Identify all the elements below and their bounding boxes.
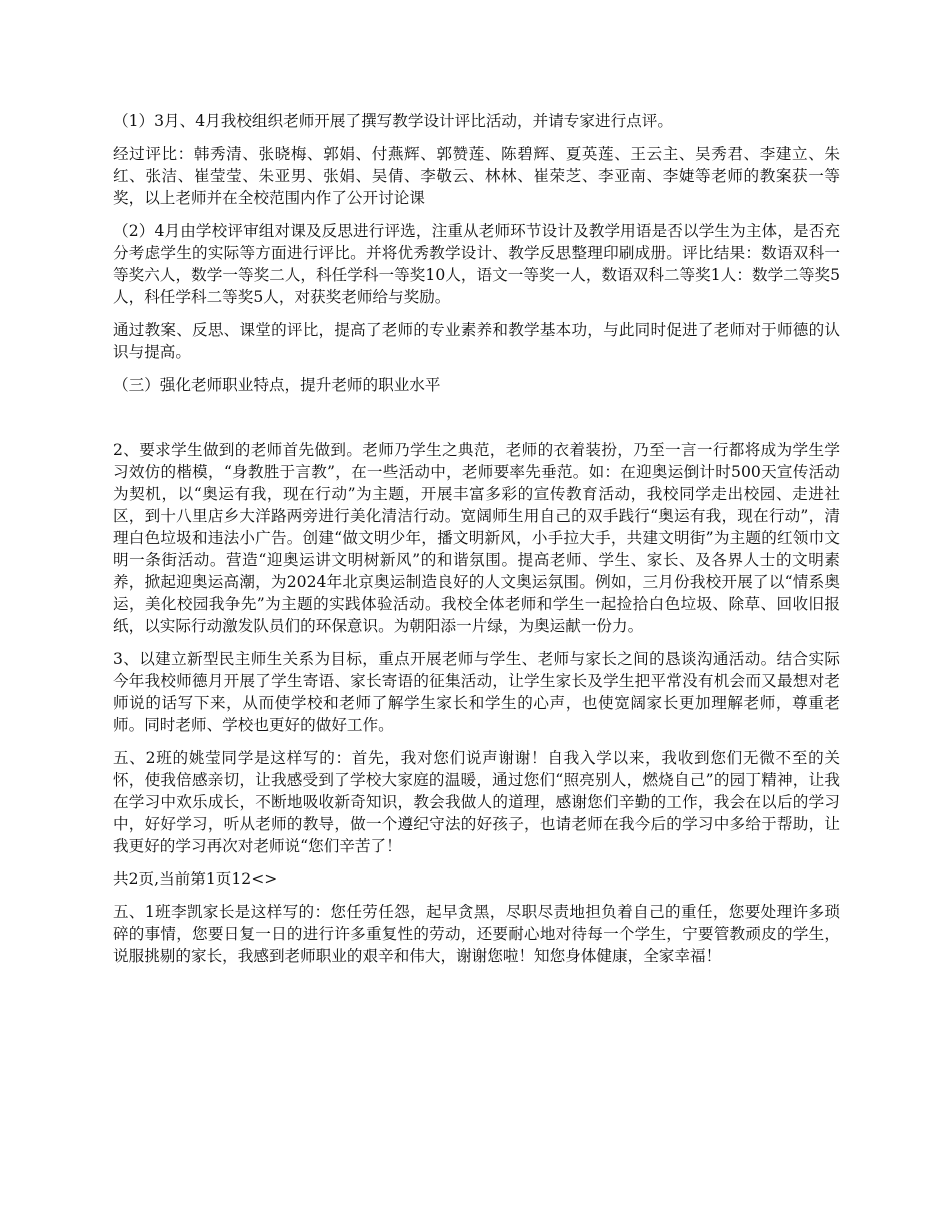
blank-spacer	[113, 407, 840, 439]
paragraph-reflection-review: （2）4月由学校评审组对课及反思进行评选，注重从老师环节设计及教学用语是否以学生为主体，是否充分考虑学生的实际等方面进行评比。并将优秀教学设计、教学反思整理印刷成册。评比结果：数语双科一等奖六人，数学一等奖二人，科任学科一等奖10人，语文一等奖一人，数语双科二等奖1人：数学二等奖5人，科任学科二等奖5人，对获奖老师给与奖励。	[113, 222, 840, 306]
paragraph-communication: 3、以建立新型民主师生关系为目标，重点开展老师与学生、老师与家长之间的恳谈沟通活动。结合实际今年我校师德月开展了学生寄语、家长寄语的征集活动，让学生家长及学生把平常没有机会而又最想对老师说的话写下来，从而使学校和老师了解学生家长和学生的心声，也使宽阔家长更加理解老师，尊重老师。同时老师、学校也更好的做好工作。	[113, 650, 840, 734]
section-heading: （三）强化老师职业特点，提升老师的职业水平	[113, 376, 441, 394]
pagination-text: 共2页,当前第1页12<>	[113, 870, 278, 888]
paragraph-parent-letter: 五、1班李凯家长是这样写的：您任劳任怨，起早贪黑，尽职尽责地担负着自己的重任，您要处理许多琐碎的事情，您要日复一日的进行许多重复性的劳动，还要耐心地对待每一个学生，宁要管教顽皮的学生，说服挑剔的家长，我感到老师职业的艰辛和伟大，谢谢您啦！知您身体健康，全家幸福！	[113, 903, 840, 965]
paragraph-evaluation-results: 经过评比：韩秀清、张晓梅、郭娟、付燕辉、郭赞莲、陈碧辉、夏英莲、王云主、吴秀君、李建立、朱红、张洁、崔莹莹、朱亚男、张娟、吴倩、李敬云、林林、崔荣芝、李亚南、李婕等老师的教案获一等奖，以上老师并在全校范围内作了公开讨论课	[113, 145, 840, 207]
paragraph-evaluation-summary: 通过教案、反思、课堂的评比，提高了老师的专业素养和教学基本功，与此同时促进了老师对于师德的认识与提高。	[113, 321, 840, 361]
paragraph-student-letter: 五、2班的姚莹同学是这样写的：首先，我对您们说声谢谢！自我入学以来，我收到您们无微不至的关怀，使我倍感亲切，让我感受到了学校大家庭的温暖，通过您们“照亮别人，燃烧自己”的园丁精神，让我在学习中欢乐成长，不断地吸收新奇知识，教会我做人的道理，感谢您们辛勤的工作，我会在以后的学习中，好好学习，听从老师的教导，做一个遵纪守法的好孩子，也请老师在我今后的学习中多给于帮助，让我更好的学习再次对老师说“您们辛苦了！	[113, 749, 840, 855]
document-body	[113, 110, 840, 978]
paragraph-evaluation-intro: （1）3月、4月我校组织老师开展了撰写教学设计评比活动，并请专家进行点评。	[113, 112, 673, 130]
paragraph-teacher-example: 2、要求学生做到的老师首先做到。老师乃学生之典范，老师的衣着装扮，乃至一言一行都将成为学生学习效仿的楷模，“身教胜于言教”，在一些活动中，老师要率先垂范。如：在迎奥运倒计时500天宣传活动为契机，以“奥运有我，现在行动”为主题，开展丰富多彩的宣传教育活动，我校同学走出校园、走进社区，到十八里店乡大洋路两旁进行美化清洁行动。宽阔师生用自己的双手践行“奥运有我，现在行动”，清理白色垃圾和违法小广告。创建“做文明少年，播文明新风，小手拉大手，共建文明街”为主题的红领巾文明一条街活动。营造“迎奥运讲文明树新风”的和谐氛围。提高老师、学生、家长、及各界人士的文明素养，掀起迎奥运高潮，为2024年北京奥运制造良好的人文奥运氛围。例如，三月份我校开展了以“情系奥运，美化校园我争先”为主题的实践体验活动。我校全体老师和学生一起捡拾白色垃圾、除草、回收旧报纸，以实际行动激发队员们的环保意识。为朝阳添一片绿，为奥运献一份力。	[113, 441, 840, 635]
